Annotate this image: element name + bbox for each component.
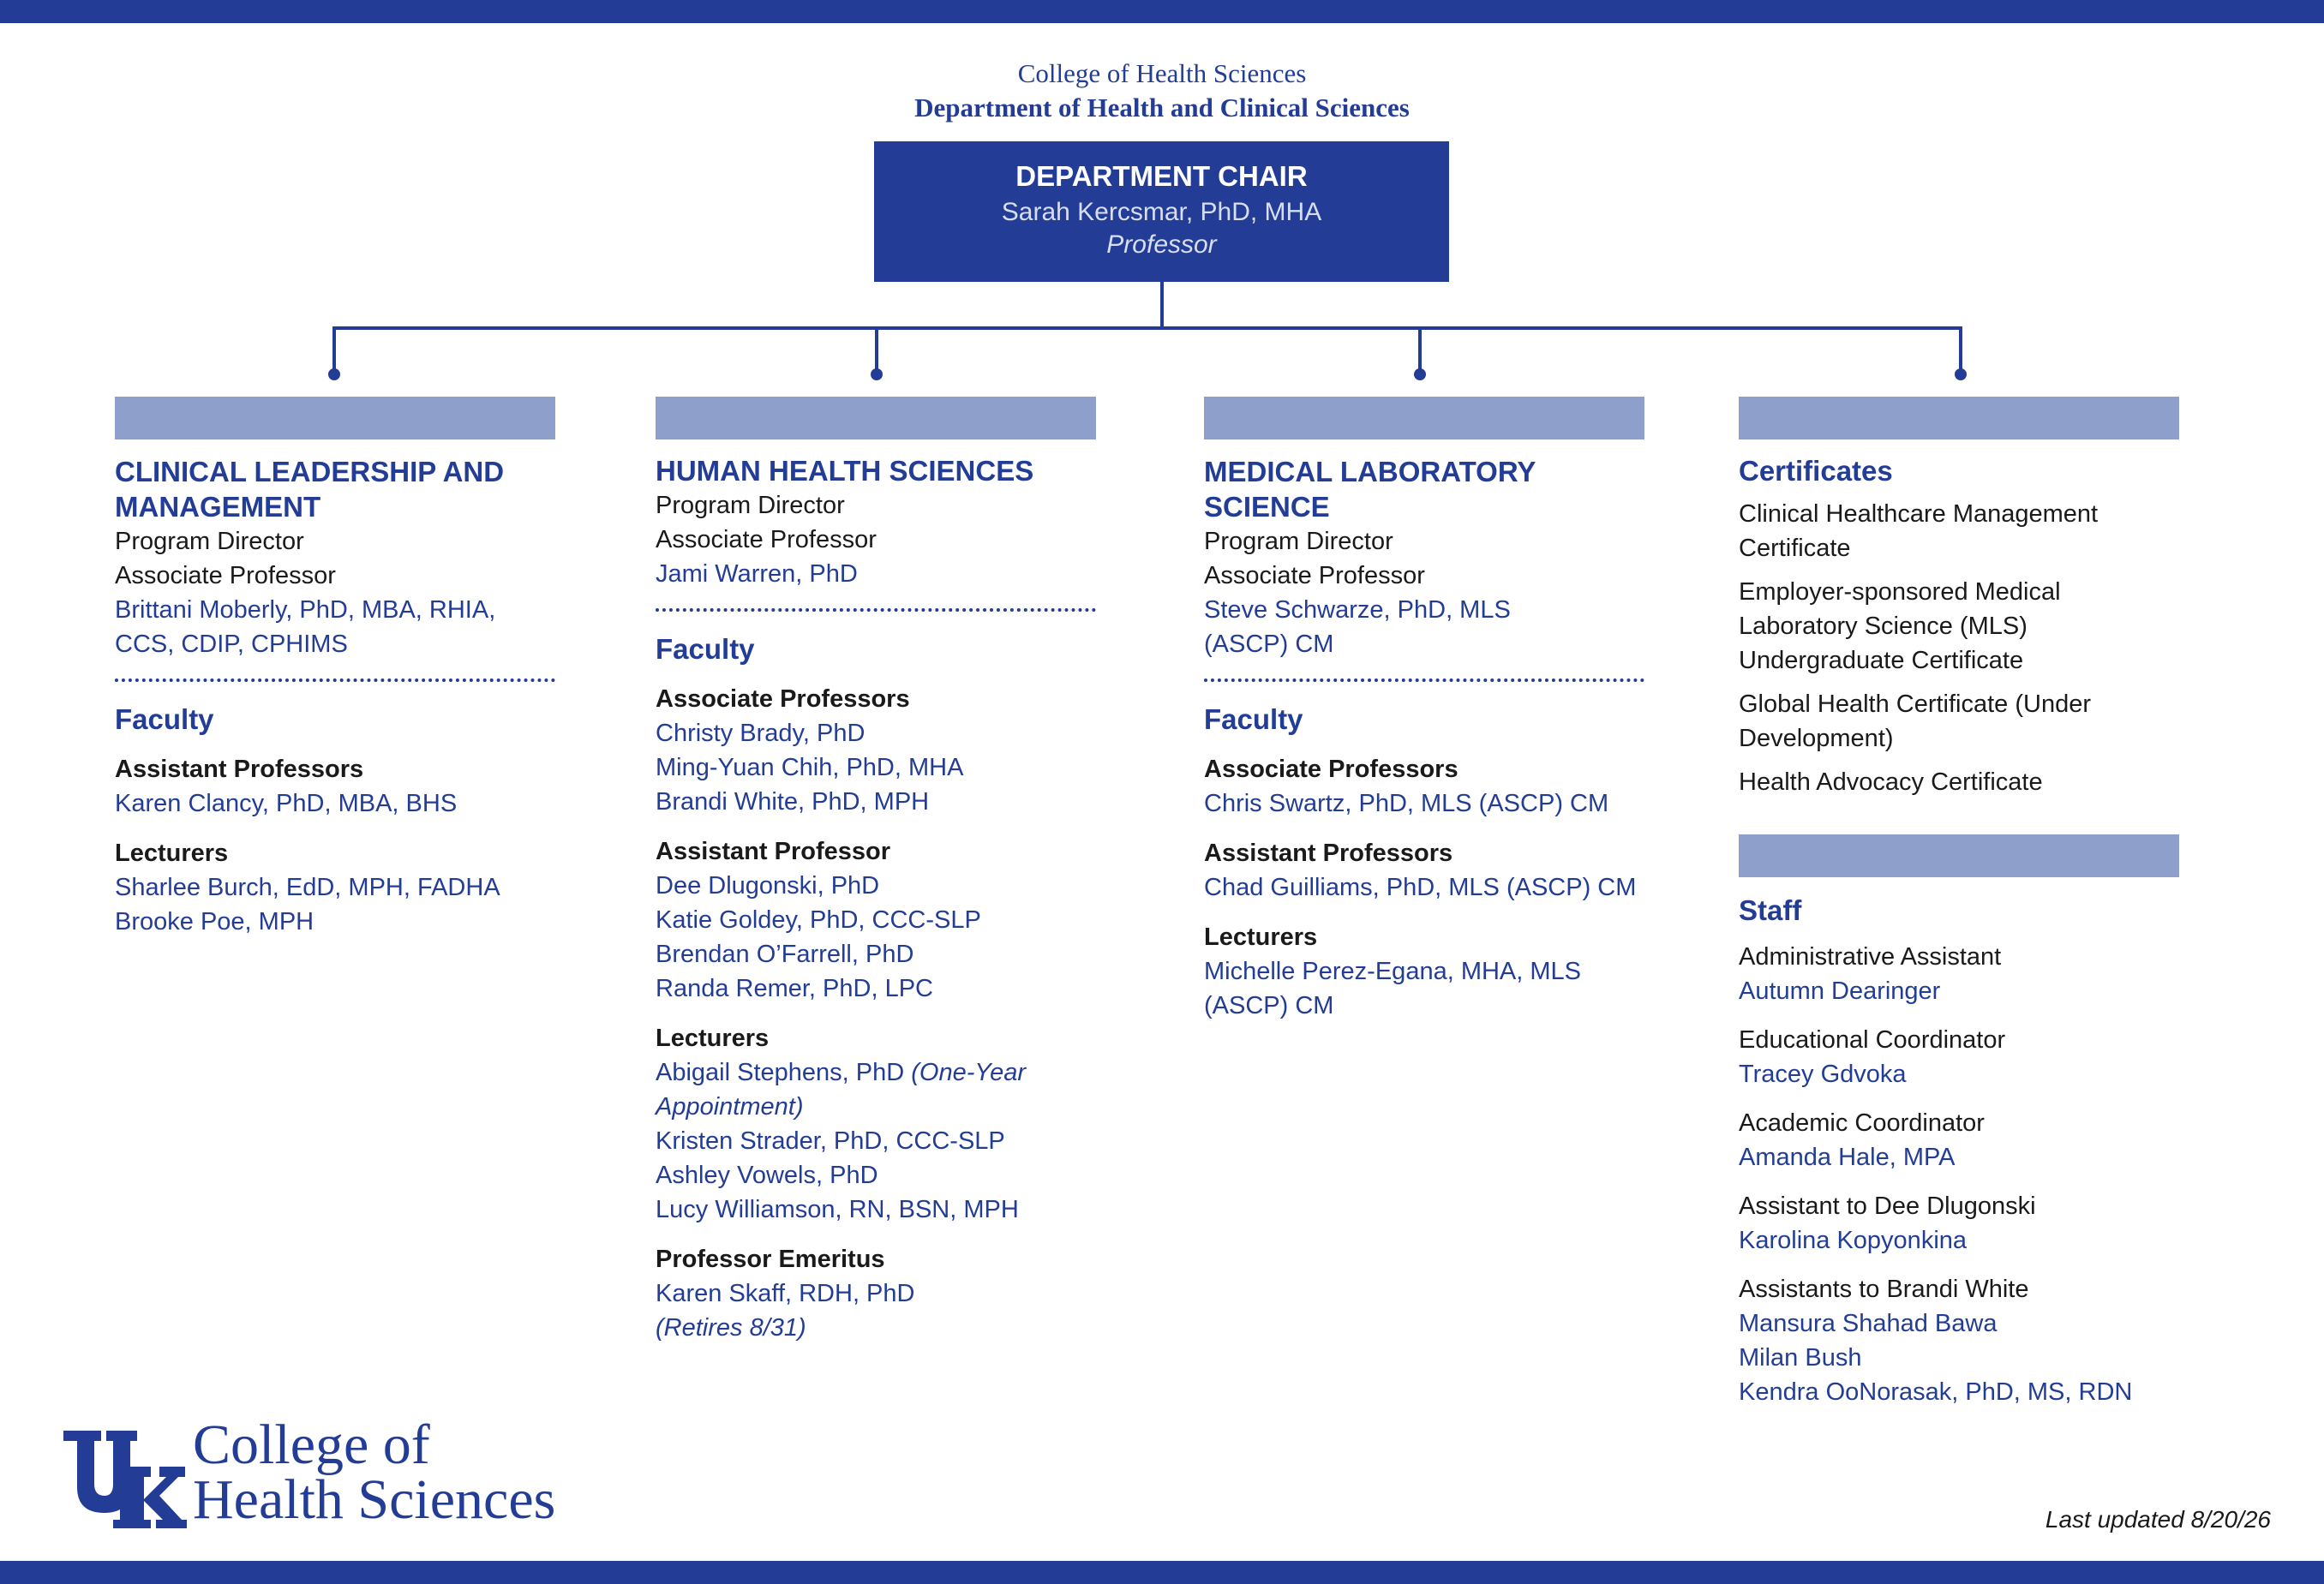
hhs-emer-name: Karen Skaff, RDH, PhD (656, 1280, 915, 1307)
clm-title-line2: MANAGEMENT (115, 491, 321, 523)
clm-title-line1: CLINICAL LEADERSHIP AND (115, 456, 505, 487)
program-bar-certs (1739, 397, 2179, 439)
mls-faculty-heading: Faculty (1204, 703, 1303, 735)
mls-assoc-heading: Associate Professors (1204, 756, 1458, 783)
staff-name: Milan Bush (1739, 1344, 1862, 1372)
mls-lect-line1: Michelle Perez-Egana, MHA, MLS (1204, 958, 1581, 985)
clm-director-line1: Brittani Moberly, PhD, MBA, RHIA, (115, 596, 496, 624)
hhs-asst-heading: Assistant Professor (656, 838, 890, 865)
connector-dot-4 (1955, 368, 1967, 380)
header-department: Department of Health and Clinical Sciences (914, 93, 1410, 123)
last-updated: Last updated 8/20/26 (2045, 1506, 2271, 1533)
hhs-lect-item: Kristen Strader, PhD, CCC-SLP (656, 1127, 1005, 1155)
staff-role: Administrative Assistant (1739, 943, 2002, 971)
mls-assoc-item: Chris Swartz, PhD, MLS (ASCP) CM (1204, 790, 1609, 817)
connector-drop-1 (332, 326, 336, 374)
chair-connector-vertical (1160, 282, 1164, 328)
clm-lect-item: Sharlee Burch, EdD, MPH, FADHA (115, 874, 500, 901)
staff-name: Tracey Gdvoka (1739, 1061, 1907, 1088)
staff-role: Educational Coordinator (1739, 1026, 2006, 1054)
hhs-asst-item: Dee Dlugonski, PhD (656, 872, 880, 900)
clm-role1: Program Director (115, 528, 304, 555)
hhs-role1: Program Director (656, 492, 845, 519)
chair-title: DEPARTMENT CHAIR (1015, 160, 1308, 192)
chair-role: Professor (1106, 230, 1217, 259)
staff-role: Academic Coordinator (1739, 1109, 1985, 1137)
column-clm (115, 454, 578, 939)
hhs-assoc-heading: Associate Professors (656, 685, 910, 713)
hhs-title: HUMAN HEALTH SCIENCES (656, 455, 1034, 487)
certificate-item-cont: Development) (1739, 725, 1894, 752)
connector-dot-2 (871, 368, 883, 380)
hhs-director: Jami Warren, PhD (656, 560, 858, 588)
logo-text (193, 1414, 556, 1531)
header-college: College of Health Sciences (1017, 58, 1307, 88)
column-staff (1739, 894, 2253, 1409)
hhs-emer-heading: Professor Emeritus (656, 1246, 885, 1273)
connector-drop-2 (875, 326, 878, 374)
certificate-item: Employer-sponsored Medical (1739, 578, 2061, 606)
hhs-divider (656, 608, 1096, 612)
hhs-assoc-item: Brandi White, PhD, MPH (656, 788, 930, 816)
mls-title-line1: MEDICAL LABORATORY (1204, 456, 1536, 487)
program-bar-staff (1739, 834, 2179, 877)
hhs-lect-item: Ashley Vowels, PhD (656, 1162, 878, 1189)
program-bar-hhs (656, 397, 1096, 439)
hhs-assoc-item: Ming-Yuan Chih, PhD, MHA (656, 754, 964, 781)
clm-faculty-heading: Faculty (115, 703, 214, 735)
program-bar-mls (1204, 397, 1644, 439)
staff-role: Assistants to Brandi White (1739, 1276, 2029, 1303)
hhs-asst-item: Katie Goldey, PhD, CCC-SLP (656, 906, 981, 934)
certificate-item-cont: Certificate (1739, 535, 1851, 562)
mls-role1: Program Director (1204, 528, 1393, 555)
column-mls (1204, 454, 1667, 1023)
column-certificates (1739, 454, 2219, 799)
hhs-lect-first (656, 1055, 1135, 1090)
program-bar-clm (115, 397, 555, 439)
certificate-item: Health Advocacy Certificate (1739, 768, 2043, 796)
certificate-item-cont: Laboratory Science (MLS) (1739, 613, 2028, 640)
mls-director-line1: Steve Schwarze, PhD, MLS (1204, 596, 1511, 624)
hhs-lect-heading: Lecturers (656, 1025, 770, 1052)
mls-title-line2: SCIENCE (1204, 491, 1330, 523)
staff-name: Karolina Kopyonkina (1739, 1227, 1968, 1254)
hhs-faculty-heading: Faculty (656, 633, 755, 665)
certificates-heading: Certificates (1739, 455, 1893, 487)
hhs-asst-item: Brendan O’Farrell, PhD (656, 941, 914, 968)
clm-asst-item: Karen Clancy, PhD, MBA, BHS (115, 790, 458, 817)
mls-divider (1204, 678, 1644, 682)
staff-name: Mansura Shahad Bawa (1739, 1310, 1998, 1337)
clm-divider (115, 678, 555, 682)
mls-role2: Associate Professor (1204, 562, 1425, 589)
mls-lect-heading: Lecturers (1204, 924, 1318, 951)
clm-lect-item: Brooke Poe, MPH (115, 908, 314, 935)
hhs-emer-note: (Retires 8/31) (656, 1314, 806, 1342)
logo-text-line2: Health Sciences (193, 1468, 556, 1531)
department-chair-box (874, 141, 1449, 282)
logo-text-line1: College of (193, 1414, 430, 1476)
staff-role: Assistant to Dee Dlugonski (1739, 1192, 2036, 1220)
mls-asst-item: Chad Guilliams, PhD, MLS (ASCP) CM (1204, 874, 1637, 901)
hhs-lect-first-note-cont: Appointment) (656, 1093, 804, 1121)
staff-heading: Staff (1739, 894, 1802, 926)
staff-name: Kendra OoNorasak, PhD, MS, RDN (1739, 1378, 2133, 1406)
hhs-lect-item: Lucy Williamson, RN, BSN, MPH (656, 1196, 1019, 1223)
top-banner (0, 0, 2324, 23)
clm-lect-heading: Lecturers (115, 840, 229, 867)
chair-name: Sarah Kercsmar, PhD, MHA (1001, 198, 1322, 226)
mls-asst-heading: Assistant Professors (1204, 840, 1453, 867)
connector-horizontal (332, 326, 1962, 330)
uk-logo-icon (62, 1429, 187, 1530)
certificate-item-cont: Undergraduate Certificate (1739, 647, 2024, 674)
hhs-assoc-item: Christy Brady, PhD (656, 720, 866, 747)
staff-name: Autumn Dearinger (1739, 977, 1941, 1005)
clm-role2: Associate Professor (115, 562, 336, 589)
clm-asst-heading: Assistant Professors (115, 756, 364, 783)
connector-dot-1 (328, 368, 340, 380)
hhs-lect-first-note: (One-Year (911, 1059, 1027, 1086)
hhs-role2: Associate Professor (656, 526, 877, 553)
connector-drop-3 (1418, 326, 1422, 374)
hhs-asst-item: Randa Remer, PhD, LPC (656, 975, 933, 1002)
mls-lect-line2: (ASCP) CM (1204, 992, 1334, 1019)
mls-director-line2: (ASCP) CM (1204, 631, 1334, 658)
certificate-item: Global Health Certificate (Under (1739, 690, 2092, 718)
bottom-banner (0, 1561, 2324, 1584)
connector-dot-3 (1414, 368, 1426, 380)
clm-director-line2: CCS, CDIP, CPHIMS (115, 631, 348, 658)
hhs-lect-first-name: Abigail Stephens, PhD (656, 1059, 912, 1086)
certificate-item: Clinical Healthcare Management (1739, 500, 2099, 528)
staff-name: Amanda Hale, MPA (1739, 1144, 1956, 1171)
connector-drop-4 (1959, 326, 1962, 374)
column-hhs (656, 453, 1135, 1345)
